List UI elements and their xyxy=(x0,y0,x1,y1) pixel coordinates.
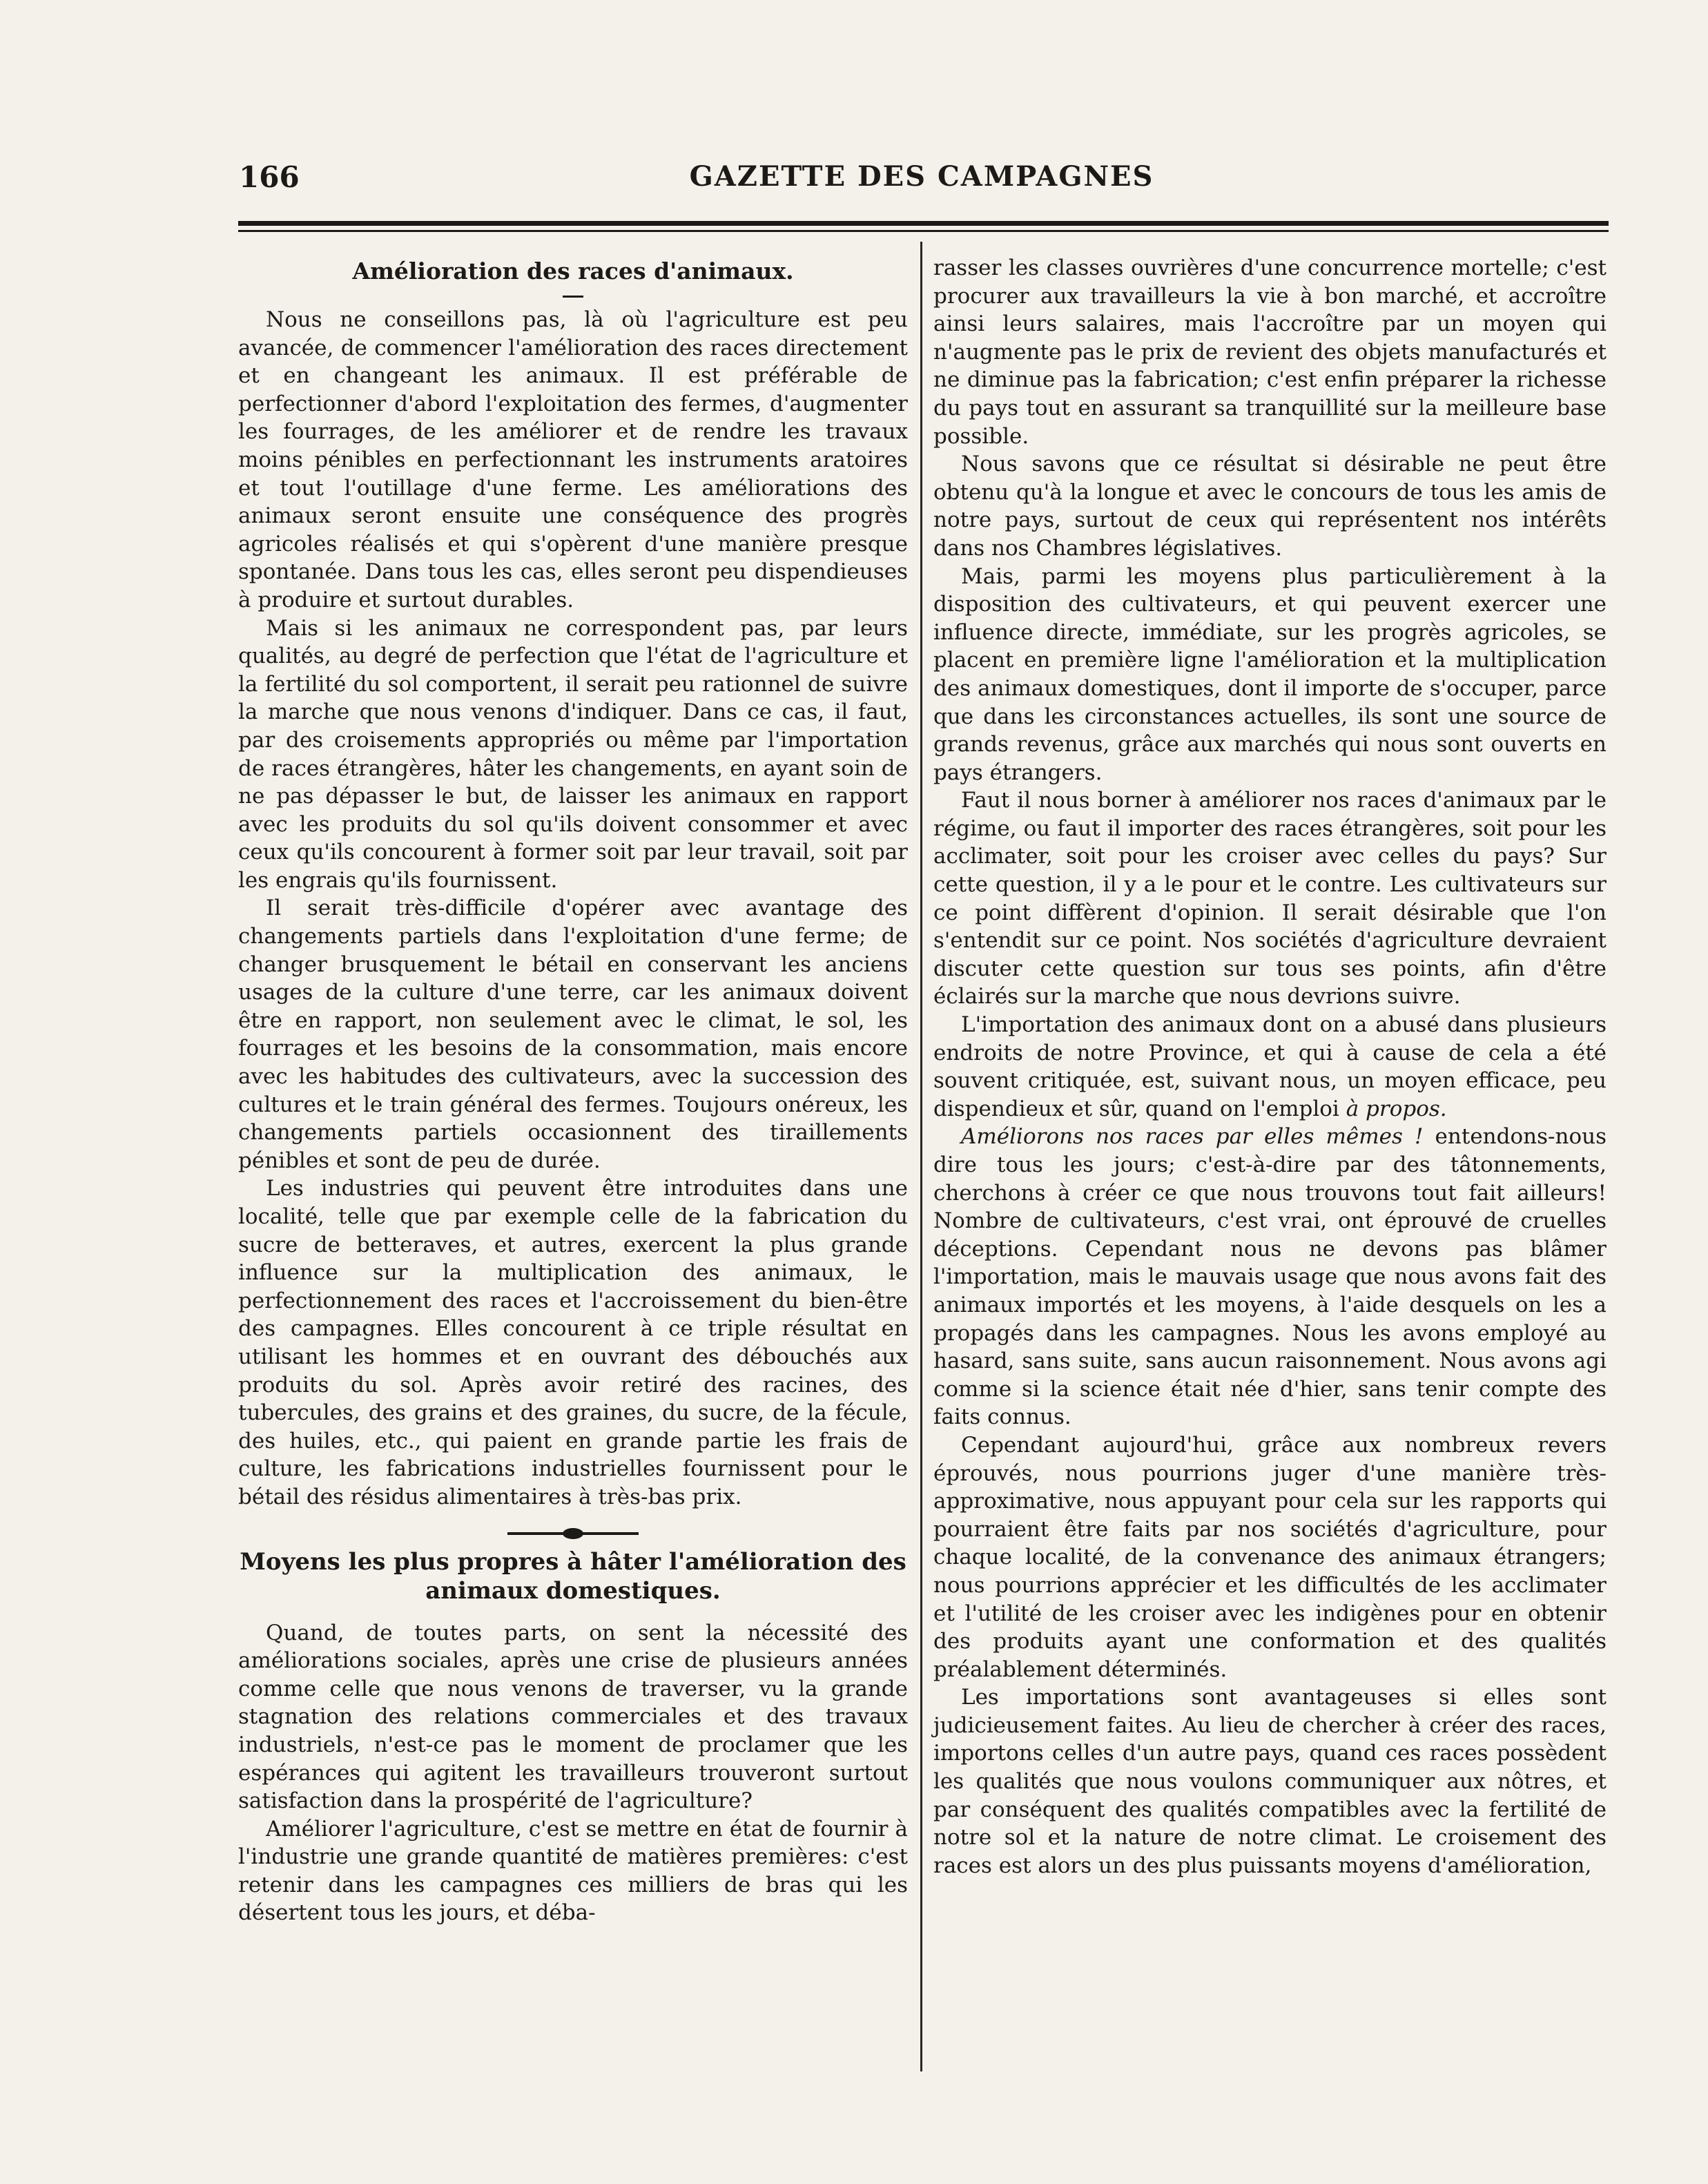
article-paragraph: Nous ne conseillons pas, là où l'agriculture est peu avancée, de commencer l'amélioration des races directement et en changeant les animaux. Il est préférable de perfectionner d'abord l'exploitation des fermes, d'augmenter les fourrages, de les améliorer et de rendre les travaux moins pénibles en perfectionnant les instruments aratoires et tout l'outillage d'une ferme. Les améliorations des animaux seront ensuite une conséquence des progrès agricoles réalisés et qui s'opèrent d'une manière presque spontanée. Dans tous les cas, elles seront peu dispendieuses à produire et surtout durables. xyxy=(238,307,908,612)
column-divider xyxy=(920,242,922,2071)
article-title: Moyens les plus propres à hâter l'amélioration des animaux domestiques. xyxy=(240,1547,906,1605)
article-paragraph xyxy=(933,1011,1607,1123)
title-dash xyxy=(238,285,908,306)
article-paragraph xyxy=(933,1123,1607,1431)
journal-title: GAZETTE DES CAMPAGNES xyxy=(689,160,1154,193)
right-column xyxy=(933,254,1607,1879)
article-paragraph: Mais si les animaux ne correspondent pas, par leurs qualités, au degré de perfection que l'état de l'agriculture et la fertilité du sol comportent, il serait peu rationnel de suivre la marche que nous venons d'indiquer. Dans ce cas, il faut, par des croisements appropriés ou même par l'importation de races étrangères, hâter les changements, en ayant soin de ne pas dépasser le but, de laisser les animaux en rapport avec les produits du sol qu'ils doivent consommer et avec ceux qu'ils concourent à former soit par leur travail, soit par les engrais qu'ils fournissent. xyxy=(238,615,908,893)
article-paragraph: Les industries qui peuvent être introduites dans une localité, telle que par exemple celle de la fabrication du sucre de betteraves, et autres, exercent la plus grande influence sur la multiplication des animaux, le perfectionnement des races et l'accroissement du bien-être des campagnes. Elles concourent à ce triple résultat en utilisant les hommes et en ouvrant des débouchés aux produits du sol. Après avoir retiré des racines, des tubercules, des grains et des graines, du sucre, de la fécule, des huiles, etc., qui paient en grande partie les frais de culture, les fabrications industrielles fournissent pour le bétail des résidus alimentaires à très-bas prix. xyxy=(238,1176,908,1509)
italic-text: Améliorons nos races par elles mêmes ! xyxy=(961,1124,1424,1150)
article-title: Amélioration des races d'animaux. xyxy=(352,258,794,284)
article-paragraph: Quand, de toutes parts, on sent la nécessité des améliorations sociales, après une crise de plusieurs années comme celle que nous venons de traverser, vu la grande stagnation des relations commerciales et des travaux industriels, n'est-ce pas le moment de proclamer que les espérances qui agitent les travailleurs trouveront surtout satisfaction dans la prospérité de l'agriculture? xyxy=(238,1620,908,1814)
section-separator xyxy=(507,1532,639,1535)
article-paragraph: Mais, parmi les moyens plus particulièrement à la disposition des cultivateurs, et qui peuvent exercer une influence directe, immédiate, sur les progrès agricoles, se placent en première ligne l'amélioration et la multiplication des animaux domestiques, dont il importe de s'occuper, parce que dans les circonstances actuelles, ils sont une source de grands revenus, grâce aux marchés qui nous sont ouverts en pays étrangers. xyxy=(933,563,1607,785)
paragraph-text: L'importation des animaux dont on a abusé dans plusieurs endroits de notre Province, et qui à cause de cela a été souvent critiquée, est, suivant nous, un moyen efficace, peu dispendieux et sûr, quand on l'emploi xyxy=(933,1012,1607,1121)
article-paragraph: Les importations sont avantageuses si elles sont judicieusement faites. Au lieu de chercher à créer des races, importons celles d'un autre pays, quand ces races possèdent les qualités que nous voulons communiquer aux nôtres, et par conséquent des qualités compatibles avec la fertilité de notre sol et la nature de notre climat. Le croisement des races est alors un des plus puissants moyens d'amélioration, xyxy=(933,1685,1607,1878)
article-paragraph: Améliorer l'agriculture, c'est se mettre en état de fournir à l'industrie une grande quantité de matières premières: c'est retenir dans les campagnes ces milliers de bras qui les désertent tous les jours, et déba- xyxy=(238,1816,908,1926)
page-header xyxy=(235,160,1609,202)
article-paragraph: Il serait très-difficile d'opérer avec avantage des changements partiels dans l'exploitation d'une ferme; de changer brusquement le bétail en conservant les anciens usages de la culture d'une terre, car les animaux doivent être en rapport, non seulement avec le climat, le sol, les fourrages et les besoins de la consommation, mais encore avec les habitudes des cultivateurs, avec la succession des cultures et le train général des fermes. Toujours onéreux, les changements partiels occasionnent des tiraillements pénibles et sont de peu de durée. xyxy=(238,896,908,1173)
article-paragraph: Nous savons que ce résultat si désirable ne peut être obtenu qu'à la longue et avec le concours de tous les amis de notre pays, surtout de ceux qui représentent nos intérêts dans nos Chambres législatives. xyxy=(933,452,1607,561)
header-rule-thin xyxy=(238,230,1609,232)
page-number: 166 xyxy=(239,160,300,194)
article-paragraph: Cependant aujourd'hui, grâce aux nombreux revers éprouvés, nous pourrions juger d'une manière très-approximative, nous appuyant pour cela sur les rapports qui pourraient être faits par nos sociétés d'agriculture, pour chaque localité, de la convenance des animaux étrangers; nous pourrions apprécier et les difficultés de les acclimater et l'utilité de les croiser avec les indigènes pour en obtenir des produits ayant une conformation et des qualités préalablement déterminés. xyxy=(933,1432,1607,1682)
paragraph-text: entendons-nous dire tous les jours; c'est-à-dire par des tâtonnements, cherchons à créer ce que nous trouvons tout fait ailleurs! Nombre de cultivateurs, c'est vrai, ont éprouvé de cruelles déceptions. Cependant nous ne devons pas blâmer l'importation, mais le mauvais usage que nous avons fait des animaux importés et les moyens, à l'aide desquels on les a propagés dans les campagnes. Nous les avons employé au hasard, sans suite, sans aucun raisonnement. Nous avons agi comme si la science était née d'hier, sans tenir compte des faits connus. xyxy=(933,1124,1607,1430)
header-rule-thick xyxy=(238,221,1609,226)
left-column xyxy=(238,252,908,1927)
italic-text: à propos. xyxy=(1346,1096,1447,1121)
article-paragraph: Faut il nous borner à améliorer nos races d'animaux par le régime, ou faut il importer des races étrangères, soit pour les acclimater, soit pour les croiser avec celles du pays? Sur cette question, il y a le pour et le contre. Les cultivateurs sur ce point diffèrent d'opinion. Il serait désirable que l'on s'entendit sur ce point. Nos sociétés d'agriculture devraient discuter cette question sur tous ses points, afin d'être éclairés sur la marche que nous devrions suivre. xyxy=(933,788,1607,1009)
article-paragraph: rasser les classes ouvrières d'une concurrence mortelle; c'est procurer aux travailleurs la vie à bon marché, et accroître ainsi leurs salaires, mais l'accroître par un moyen qui n'augmente pas le prix de revient des objets manufacturés et ne diminue pas la fabrication; c'est enfin préparer la richesse du pays tout en assurant sa tranquillité sur la meilleure base possible. xyxy=(933,255,1607,449)
